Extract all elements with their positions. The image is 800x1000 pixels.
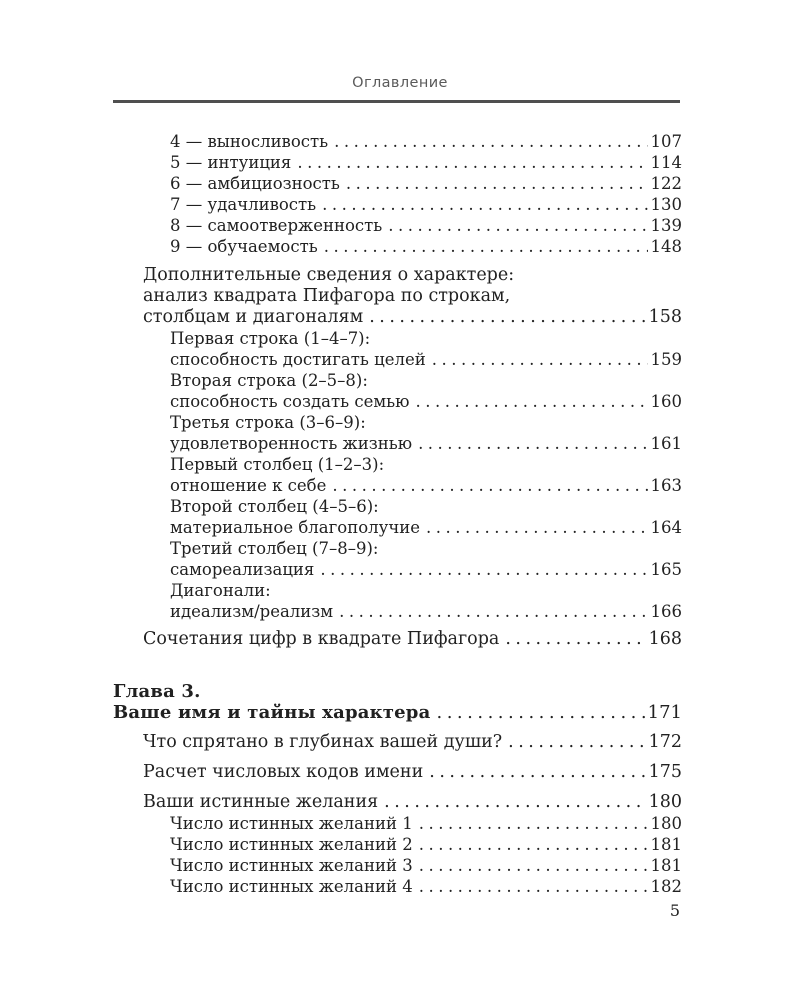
toc-entry-line — [170, 173, 682, 194]
entry-label: Третий столбец (7–8–9): — [170, 539, 379, 558]
entry-label: 6 — амбициозность — [170, 174, 340, 193]
toc-entry — [113, 215, 682, 236]
header-rule — [113, 100, 680, 103]
dot-leader — [346, 173, 648, 194]
toc-entry-line — [143, 732, 682, 753]
entry-label: способность достигать целей — [170, 350, 426, 369]
dot-leader — [419, 834, 648, 855]
entry-label: 7 — удачливость — [170, 195, 317, 214]
toc-entry-line — [170, 328, 682, 349]
entry-label: Ваше имя и тайны характера — [113, 702, 431, 723]
page-number: 166 — [650, 602, 682, 621]
toc-entry-line — [170, 433, 682, 454]
dot-leader — [324, 236, 648, 257]
entry-label: Третья строка (3–6–9): — [170, 413, 366, 432]
toc-entry — [113, 732, 682, 753]
toc-entry-line — [170, 517, 682, 538]
toc-entry — [113, 131, 682, 152]
toc-entry — [113, 173, 682, 194]
entry-label: столбцам и диагоналям — [143, 307, 364, 327]
toc-entry-line — [170, 454, 682, 475]
page-number: 165 — [650, 560, 682, 579]
toc-entry — [113, 813, 682, 834]
toc-entry-line — [170, 496, 682, 517]
entry-label: 4 — выносливость — [170, 132, 329, 151]
toc-entry-line — [113, 702, 682, 723]
toc-entry-line — [170, 131, 682, 152]
toc-entry-line — [143, 762, 682, 783]
toc-entry-line — [170, 813, 682, 834]
entry-label: Ваши истинные желания — [143, 792, 379, 812]
dot-leader — [334, 131, 647, 152]
toc-entry-line — [170, 538, 682, 559]
entry-label: удовлетворенность жизнью — [170, 434, 413, 453]
page-number: 175 — [648, 762, 682, 782]
toc-entry — [113, 265, 682, 328]
dot-leader — [384, 792, 645, 813]
entry-label: Расчет числовых кодов имени — [143, 762, 424, 782]
toc-entry-line — [170, 559, 682, 580]
dot-leader — [432, 349, 648, 370]
page-number: 161 — [650, 434, 682, 453]
toc-entry — [113, 681, 682, 723]
toc-entry — [113, 834, 682, 855]
dot-leader — [332, 475, 647, 496]
page-number: 181 — [650, 856, 682, 875]
toc-entry-line — [113, 681, 682, 702]
entry-label: Первая строка (1–4–7): — [170, 329, 371, 348]
toc-entry — [113, 328, 682, 370]
dot-leader — [297, 152, 647, 173]
toc-entry — [113, 792, 682, 813]
toc-entry — [113, 152, 682, 173]
page-number: 139 — [650, 216, 682, 235]
toc-entry-line — [170, 834, 682, 855]
dot-leader — [416, 391, 648, 412]
page-number: 160 — [650, 392, 682, 411]
page-number: 107 — [650, 132, 682, 151]
page-number: 130 — [650, 195, 682, 214]
toc-entry-line — [170, 412, 682, 433]
entry-label: Что спрятано в глубинах вашей души? — [143, 732, 503, 752]
toc-entry-line — [170, 475, 682, 496]
toc-entry-line — [170, 349, 682, 370]
toc-entry — [113, 538, 682, 580]
dot-leader — [322, 194, 647, 215]
dot-leader — [369, 307, 645, 328]
toc-entry-line — [170, 580, 682, 601]
entry-label: Второй столбец (4–5–6): — [170, 497, 379, 516]
entry-label: способность создать семью — [170, 392, 410, 411]
toc-entry — [113, 194, 682, 215]
toc-entry-line — [170, 194, 682, 215]
page-number: 163 — [650, 476, 682, 495]
dot-leader — [436, 702, 644, 723]
toc-entry — [113, 236, 682, 257]
entry-label: идеализм/реализм — [170, 602, 334, 621]
page-number: 182 — [650, 877, 682, 896]
entry-label: Вторая строка (2–5–8): — [170, 371, 368, 390]
entry-label: Число истинных желаний 4 — [170, 877, 413, 896]
toc-entry-line — [170, 152, 682, 173]
dot-leader — [419, 813, 648, 834]
toc-entry-line — [170, 215, 682, 236]
entry-label: Первый столбец (1–2–3): — [170, 455, 385, 474]
entry-label: анализ квадрата Пифагора по строкам, — [143, 286, 511, 306]
entry-label: 8 — самоотверженность — [170, 216, 383, 235]
entry-label: Сочетания цифр в квадрате Пифагора — [143, 629, 500, 649]
page-number: 148 — [650, 237, 682, 256]
dot-leader — [429, 762, 645, 783]
page-number: 172 — [648, 732, 682, 752]
entry-label: Диагонали: — [170, 581, 271, 600]
toc-entry — [113, 370, 682, 412]
dot-leader — [505, 629, 645, 650]
dot-leader — [508, 732, 645, 753]
folio-page-number: 5 — [669, 901, 680, 920]
page-number: 180 — [650, 814, 682, 833]
page-number: 114 — [650, 153, 682, 172]
entry-label: Дополнительные сведения о характере: — [143, 265, 515, 285]
toc-entry-line — [143, 307, 682, 328]
dot-leader — [419, 855, 648, 876]
page-number: 122 — [650, 174, 682, 193]
page-number: 159 — [650, 350, 682, 369]
toc-list — [113, 131, 682, 897]
page-number: 171 — [647, 702, 682, 723]
dot-leader — [388, 215, 647, 236]
toc-entry-line — [170, 370, 682, 391]
toc-entry — [113, 855, 682, 876]
page-number: 180 — [648, 792, 682, 812]
entry-label: 9 — обучаемость — [170, 237, 318, 256]
page-number: 164 — [650, 518, 682, 537]
entry-label: Глава 3. — [113, 681, 201, 702]
toc-entry-line — [170, 391, 682, 412]
toc-entry — [113, 496, 682, 538]
toc-entry-line — [170, 236, 682, 257]
toc-entry — [113, 629, 682, 650]
page-number: 168 — [648, 629, 682, 649]
toc-entry — [113, 454, 682, 496]
page-number: 181 — [650, 835, 682, 854]
entry-label: 5 — интуиция — [170, 153, 292, 172]
entry-label: Число истинных желаний 1 — [170, 814, 413, 833]
entry-label: отношение к себе — [170, 476, 327, 495]
toc-entry-line — [143, 629, 682, 650]
dot-leader — [419, 876, 648, 897]
dot-leader — [339, 601, 647, 622]
toc-entry — [113, 580, 682, 622]
toc-entry — [113, 762, 682, 783]
toc-entry-line — [143, 286, 682, 307]
toc-entry-line — [143, 792, 682, 813]
entry-label: Число истинных желаний 2 — [170, 835, 413, 854]
toc-entry — [113, 412, 682, 454]
toc-entry-line — [170, 876, 682, 897]
page-number: 158 — [648, 307, 682, 327]
dot-leader — [426, 517, 648, 538]
toc-entry-line — [170, 601, 682, 622]
running-header: Оглавление — [352, 75, 448, 91]
entry-label: материальное благополучие — [170, 518, 420, 537]
dot-leader — [418, 433, 647, 454]
toc-entry — [113, 876, 682, 897]
toc-entry-line — [143, 265, 682, 286]
entry-label: Число истинных желаний 3 — [170, 856, 413, 875]
toc-entry-line — [170, 855, 682, 876]
entry-label: самореализация — [170, 560, 315, 579]
dot-leader — [320, 559, 647, 580]
